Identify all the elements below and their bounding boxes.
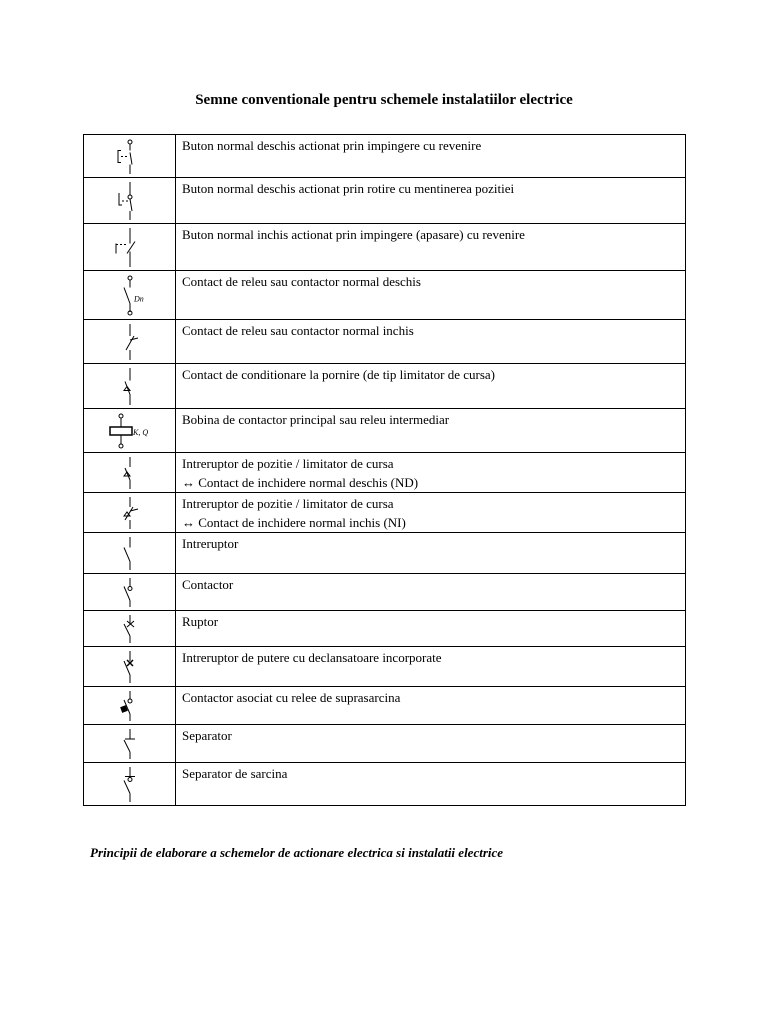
description-text: Buton normal inchis actionat prin impingere (apasare) cu revenire [182,227,525,242]
description-text: Ruptor [182,614,219,629]
table-row [84,178,686,224]
description-cell [176,533,686,574]
description-cell [176,135,686,178]
symbol-cell [84,453,176,493]
description-cell [176,687,686,725]
table-row [84,364,686,409]
symbol-cell [84,574,176,611]
description-text: Intreruptor de putere cu declansatoare incorporate [182,650,442,665]
rotary-button-no-latch-icon [84,178,175,224]
limit-switch-nc-icon [84,493,175,533]
description-cell [176,320,686,364]
breaker-icon [84,611,175,647]
description-cell [176,493,686,533]
table-row [84,320,686,364]
description-text: Buton normal deschis actionat prin impingere cu revenire [182,138,482,153]
page-title: Semne conventionale pentru schemele instalatiilor electrice [195,92,573,108]
description-cell [176,574,686,611]
push-button-nc-return-icon [84,224,175,271]
description-text: Separator de sarcina [182,766,288,781]
table-row [84,647,686,687]
contactor-coil-icon [84,409,175,453]
symbol-cell [84,271,176,320]
symbol-cell [84,647,176,687]
description-text: Contactor [182,577,234,592]
push-button-no-return-icon [84,135,175,178]
symbol-cell [84,493,176,533]
description-cell [176,364,686,409]
description-text: Contact de conditionare la pornire (de tip limitator de cursa) [182,367,495,382]
relay-contact-nc-icon [84,320,175,364]
symbols-table [83,134,686,806]
description-cell [176,725,686,763]
symbol-cell [84,320,176,364]
symbol-cell [84,409,176,453]
table-row [84,611,686,647]
description-cell [176,224,686,271]
table-row [84,687,686,725]
description-text: Intreruptor [182,536,239,551]
description-text: ↔ Contact de inchidere normal inchis (NI) [182,515,406,530]
description-text: ↔ Contact de inchidere normal deschis (ND) [182,475,419,490]
contactor-icon [84,574,175,611]
table-row [84,453,686,493]
description-text: Contact de releu sau contactor normal inchis [182,323,414,338]
power-breaker-trip-icon [84,647,175,687]
symbol-cell [84,178,176,224]
load-disconnector-icon [84,763,175,806]
symbol-label: K, Q [133,428,149,437]
symbol-label: Dn [134,294,144,304]
table-row [84,725,686,763]
symbol-cell [84,725,176,763]
relay-contact-no-icon [84,271,175,320]
section-heading: Principii de elaborare a schemelor de actionare electrica si instalatii electrice [90,845,504,860]
symbol-cell [84,135,176,178]
symbol-cell [84,687,176,725]
symbol-cell [84,224,176,271]
description-text: Contactor asociat cu relee de suprasarcina [182,690,401,705]
description-cell [176,178,686,224]
description-text: Contact de releu sau contactor normal deschis [182,274,421,289]
description-text: Bobina de contactor principal sau releu intermediar [182,412,450,427]
description-text: Intreruptor de pozitie / limitator de cursa [182,456,394,471]
table-row [84,574,686,611]
switch-icon [84,533,175,574]
contactor-overload-relay-icon [84,687,175,725]
limit-switch-no-icon [84,453,175,493]
symbol-cell [84,763,176,806]
table-row [84,533,686,574]
table-row [84,224,686,271]
description-cell [176,453,686,493]
table-row [84,271,686,320]
description-text: Buton normal deschis actionat prin rotire cu mentinerea pozitiei [182,181,515,196]
symbol-cell [84,364,176,409]
description-cell [176,647,686,687]
table-row [84,493,686,533]
description-cell [176,763,686,806]
description-text: Separator [182,728,232,743]
symbol-cell [84,611,176,647]
symbol-cell [84,533,176,574]
disconnector-icon [84,725,175,763]
description-cell [176,611,686,647]
start-condition-contact-icon [84,364,175,409]
description-text: Intreruptor de pozitie / limitator de cursa [182,496,394,511]
table-row [84,409,686,453]
description-cell [176,271,686,320]
table-row [84,135,686,178]
description-cell [176,409,686,453]
table-row [84,763,686,806]
